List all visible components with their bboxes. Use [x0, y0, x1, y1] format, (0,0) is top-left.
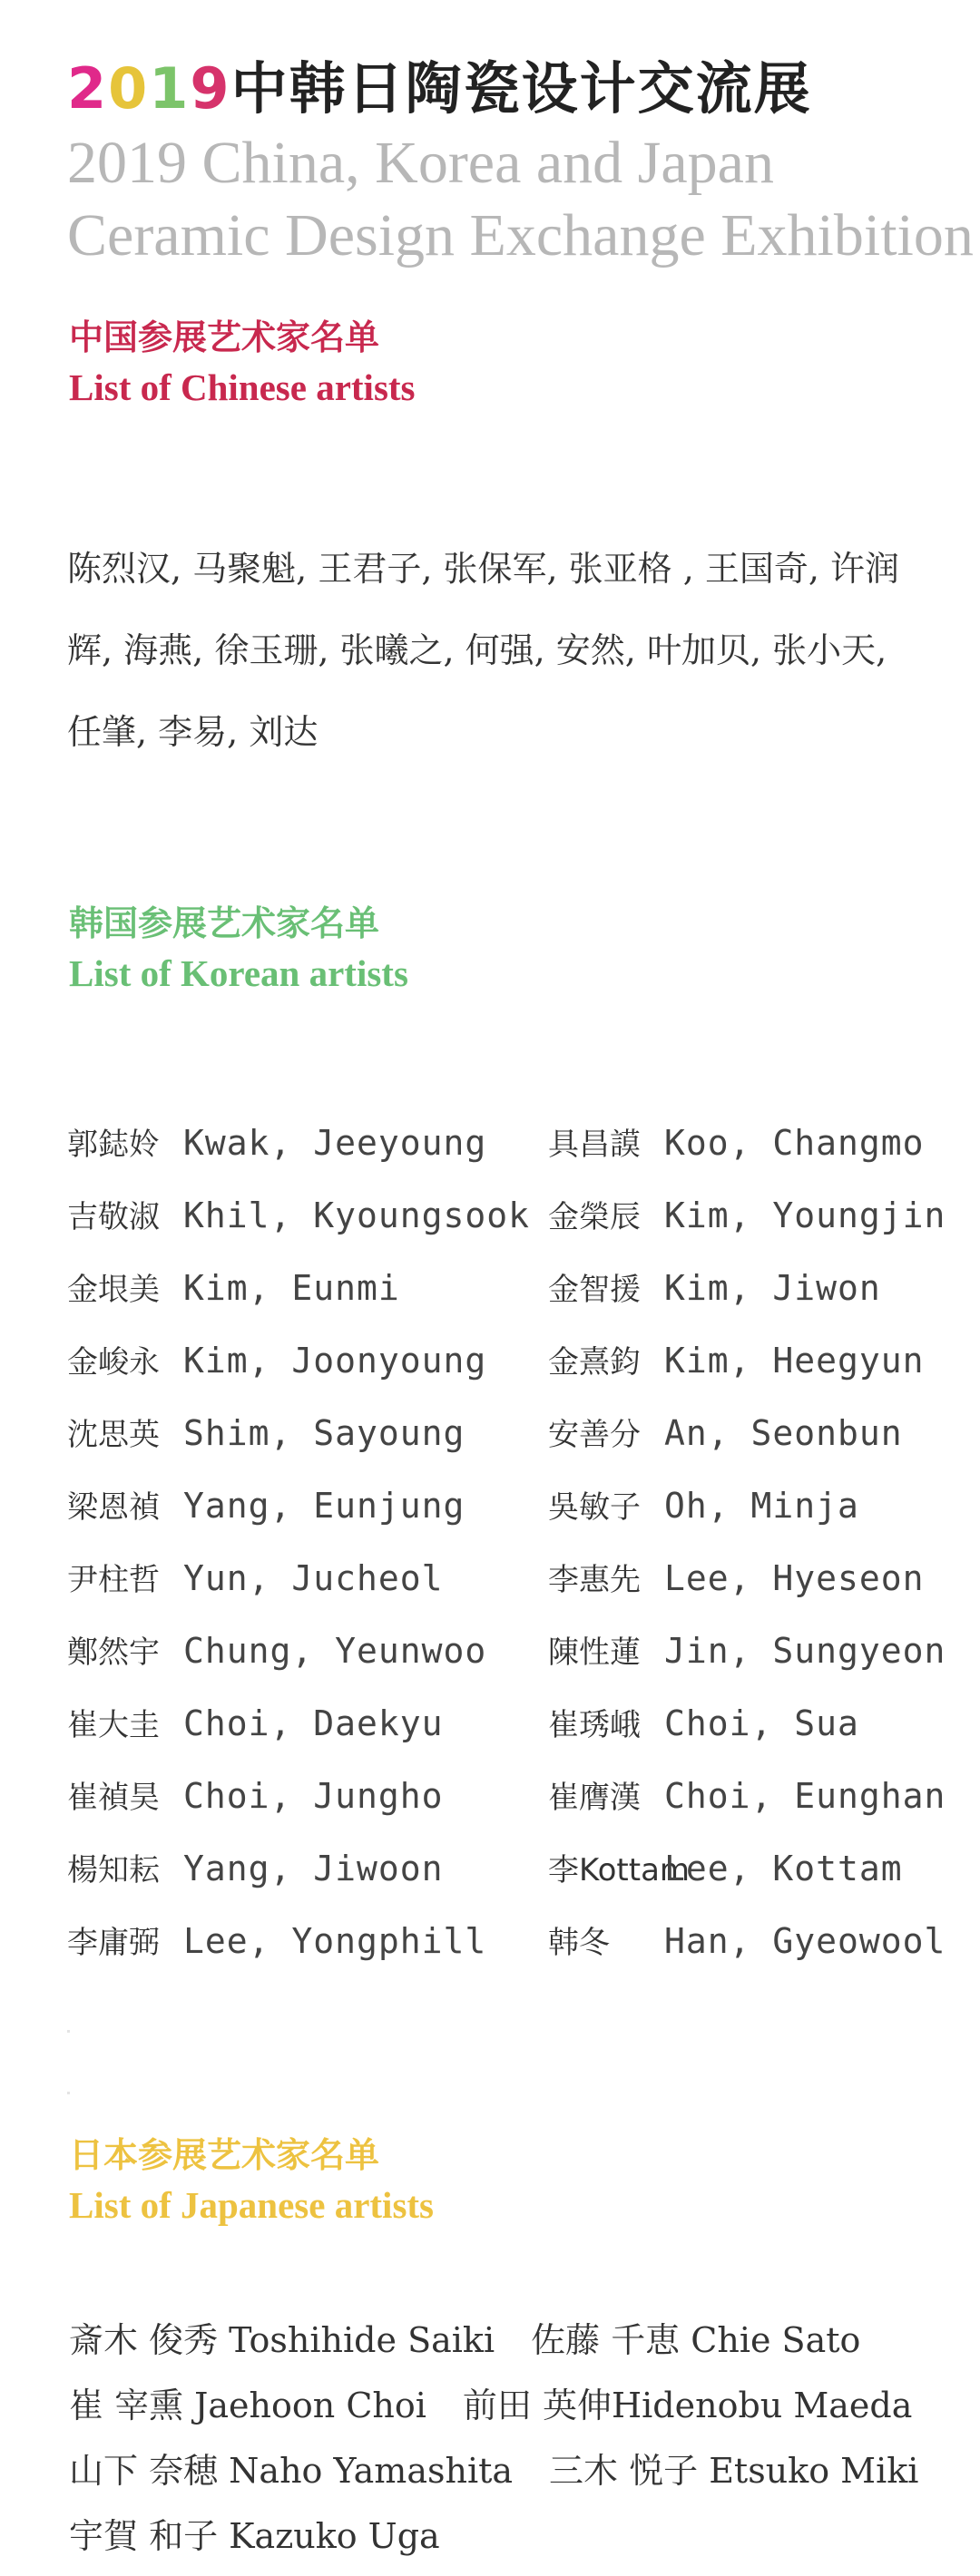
artist-name-hanja: 金智援	[548, 1272, 641, 1308]
korean-artist-entry	[548, 1117, 925, 1170]
japanese-artist-entry: 山下 奈穂 Naho Yamashita	[69, 2451, 514, 2491]
artist-name-hanja: 吳敏子	[548, 1489, 641, 1526]
korean-artist-row	[67, 1916, 965, 1988]
korean-artist-entry	[67, 1408, 465, 1460]
korean-artist-row	[67, 1263, 965, 1335]
artist-name-roman: Yang, Jiwoon	[183, 1849, 444, 1888]
korean-heading-en: List of Korean artists	[69, 952, 408, 994]
title-en-line2: Ceramic Design Exchange Exhibition	[67, 202, 974, 268]
korean-artist-entry	[548, 1553, 925, 1605]
artist-name-roman: Choi, Sua	[664, 1703, 859, 1743]
korean-artist-row	[67, 1480, 965, 1553]
artist-name-hanja: 安善分	[548, 1417, 641, 1453]
korean-artist-entry	[548, 1916, 946, 1968]
title-year-digit: 0	[108, 55, 150, 122]
korean-artist-row	[67, 1698, 965, 1771]
japanese-artist-row	[69, 2511, 918, 2576]
chinese-heading-en: List of Chinese artists	[69, 366, 416, 408]
artist-name-hanja: 崔琇峨	[548, 1707, 641, 1743]
korean-artist-row	[67, 1335, 965, 1408]
korean-artist-entry	[548, 1408, 903, 1460]
title-year-digit: 9	[190, 55, 231, 122]
japanese-heading-en: List of Japanese artists	[69, 2184, 435, 2226]
title-year-digit: 1	[149, 55, 191, 122]
korean-artist-entry	[67, 1117, 486, 1170]
artist-name-hanja: 吉敬淑	[67, 1199, 160, 1235]
title-en-line1: 2019 China, Korea and Japan	[67, 130, 774, 196]
korean-section-heading	[69, 900, 408, 998]
korean-artist-row	[67, 1190, 965, 1263]
japanese-artist-row	[69, 2315, 918, 2380]
artist-name-roman: Kim, Heegyun	[664, 1341, 925, 1381]
title-year-digit: 2	[67, 55, 109, 122]
japanese-artist-entry: 前田 英伸Hidenobu Maeda	[462, 2386, 913, 2425]
artist-name-hanja: 金榮辰	[548, 1199, 641, 1235]
korean-artist-entry	[67, 1190, 530, 1243]
korean-heading-cn: 韩国参展艺术家名单	[69, 905, 380, 943]
artist-name-hanja: 崔大圭	[67, 1707, 160, 1743]
artist-name-roman: Lee, Kottam	[664, 1849, 903, 1888]
artist-name-roman: Chung, Yeunwoo	[183, 1631, 487, 1671]
artist-name-hanja: 郭鋕姈	[67, 1127, 160, 1163]
artist-name-roman: Kwak, Jeeyoung	[183, 1123, 487, 1163]
artist-name-roman: Kim, Eunmi	[183, 1268, 400, 1308]
decorative-dot	[67, 2092, 70, 2094]
korean-artist-entry	[67, 1625, 486, 1678]
japanese-artist-entry: 宇賀 和子 Kazuko Uga	[69, 2516, 440, 2556]
korean-artist-entry	[548, 1625, 946, 1678]
korean-artist-entry	[548, 1190, 946, 1243]
artist-name-hanja: 崔禎昊	[67, 1780, 160, 1816]
japanese-heading-cn: 日本参展艺术家名单	[69, 2137, 380, 2175]
title-cn-text: 中韩日陶瓷设计交流展	[230, 55, 812, 122]
chinese-section-heading	[69, 314, 416, 412]
japanese-artist-list	[69, 2315, 918, 2576]
japanese-artist-entry: 斎木 俊秀 Toshihide Saiki	[69, 2320, 495, 2360]
korean-artist-entry	[67, 1698, 444, 1751]
artist-name-hanja: 李Kottam	[548, 1852, 691, 1888]
korean-artist-entry	[548, 1335, 925, 1388]
korean-artist-entry	[67, 1553, 444, 1605]
artist-name-hanja: 鄭然宇	[67, 1634, 160, 1671]
artist-name-roman: Khil, Kyoungsook	[183, 1195, 531, 1235]
artist-name-roman: Lee, Yongphill	[183, 1921, 487, 1961]
japanese-section-heading	[69, 2132, 434, 2230]
artist-name-hanja: 李惠先	[548, 1562, 641, 1598]
artist-name-roman: Kim, Youngjin	[664, 1195, 946, 1235]
artist-name-roman: Han, Gyeowool	[664, 1921, 946, 1961]
artist-name-hanja: 韩冬	[548, 1925, 610, 1961]
artist-name-hanja: 金峻永	[67, 1344, 160, 1381]
artist-name-hanja: 尹柱哲	[67, 1562, 160, 1598]
page-subtitle	[67, 127, 974, 272]
artist-name-roman: Koo, Changmo	[664, 1123, 925, 1163]
artist-name-roman: Kim, Jiwon	[664, 1268, 881, 1308]
korean-artist-row	[67, 1553, 965, 1625]
korean-artist-entry	[67, 1771, 444, 1823]
korean-artist-entry	[548, 1843, 903, 1896]
korean-artist-entry	[67, 1480, 465, 1533]
chinese-heading-cn: 中国参展艺术家名单	[69, 319, 380, 357]
korean-artist-entry	[67, 1263, 400, 1315]
artist-name-hanja: 梁恩禎	[67, 1489, 160, 1526]
artist-name-roman: Kim, Joonyoung	[183, 1341, 487, 1381]
artist-name-roman: Yang, Eunjung	[183, 1486, 466, 1526]
artist-name-roman: Oh, Minja	[664, 1486, 859, 1526]
korean-artist-list	[67, 1117, 965, 1988]
japanese-artist-row	[69, 2445, 918, 2511]
artist-name-hanja: 李庸弼	[67, 1925, 160, 1961]
artist-name-roman: An, Seonbun	[664, 1413, 903, 1453]
korean-artist-entry	[67, 1916, 486, 1968]
korean-artist-row	[67, 1843, 965, 1916]
artist-name-hanja: 陳性蓮	[548, 1634, 641, 1671]
japanese-artist-entry: 佐藤 千恵 Chie Sato	[531, 2320, 861, 2360]
korean-artist-row	[67, 1117, 965, 1190]
artist-name-roman: Choi, Eunghan	[664, 1776, 946, 1816]
artist-name-roman: Yun, Jucheol	[183, 1558, 444, 1598]
artist-name-roman: Choi, Jungho	[183, 1776, 444, 1816]
decorative-dot	[67, 2030, 70, 2033]
artist-name-hanja: 具昌謨	[548, 1127, 641, 1163]
artist-name-hanja: 沈思英	[67, 1417, 160, 1453]
korean-artist-row	[67, 1771, 965, 1843]
artist-name-roman: Shim, Sayoung	[183, 1413, 466, 1453]
chinese-artist-names: 陈烈汉, 马聚魁, 王君子, 张保军, 张亚格 , 王国奇, 许润辉, 海燕, 徐玉珊, 张曦之, 何强, 安然, 叶加贝, 张小天, 任肇, 李易, 刘达	[67, 549, 900, 752]
artist-name-hanja: 崔膺漢	[548, 1780, 641, 1816]
artist-name-hanja: 金熹鈞	[548, 1344, 641, 1381]
artist-name-hanja: 金垠美	[67, 1272, 160, 1308]
japanese-artist-entry: 三木 悦子 Etsuko Miki	[549, 2451, 919, 2491]
korean-artist-entry	[548, 1698, 859, 1751]
artist-name-hanja: 楊知耘	[67, 1852, 160, 1888]
title-year	[67, 55, 231, 122]
artist-name-roman: Choi, Daekyu	[183, 1703, 444, 1743]
korean-artist-entry	[548, 1480, 859, 1533]
korean-artist-entry	[67, 1843, 444, 1896]
korean-artist-row	[67, 1408, 965, 1480]
artist-name-roman: Jin, Sungyeon	[664, 1631, 946, 1671]
korean-artist-entry	[67, 1335, 486, 1388]
japanese-artist-entry: 崔 宰熏 Jaehoon Choi	[69, 2386, 426, 2425]
page-title	[67, 44, 812, 124]
artist-name-roman: Lee, Hyeseon	[664, 1558, 925, 1598]
japanese-artist-row	[69, 2380, 918, 2445]
korean-artist-entry	[548, 1771, 946, 1823]
korean-artist-entry	[548, 1263, 881, 1315]
korean-artist-row	[67, 1625, 965, 1698]
